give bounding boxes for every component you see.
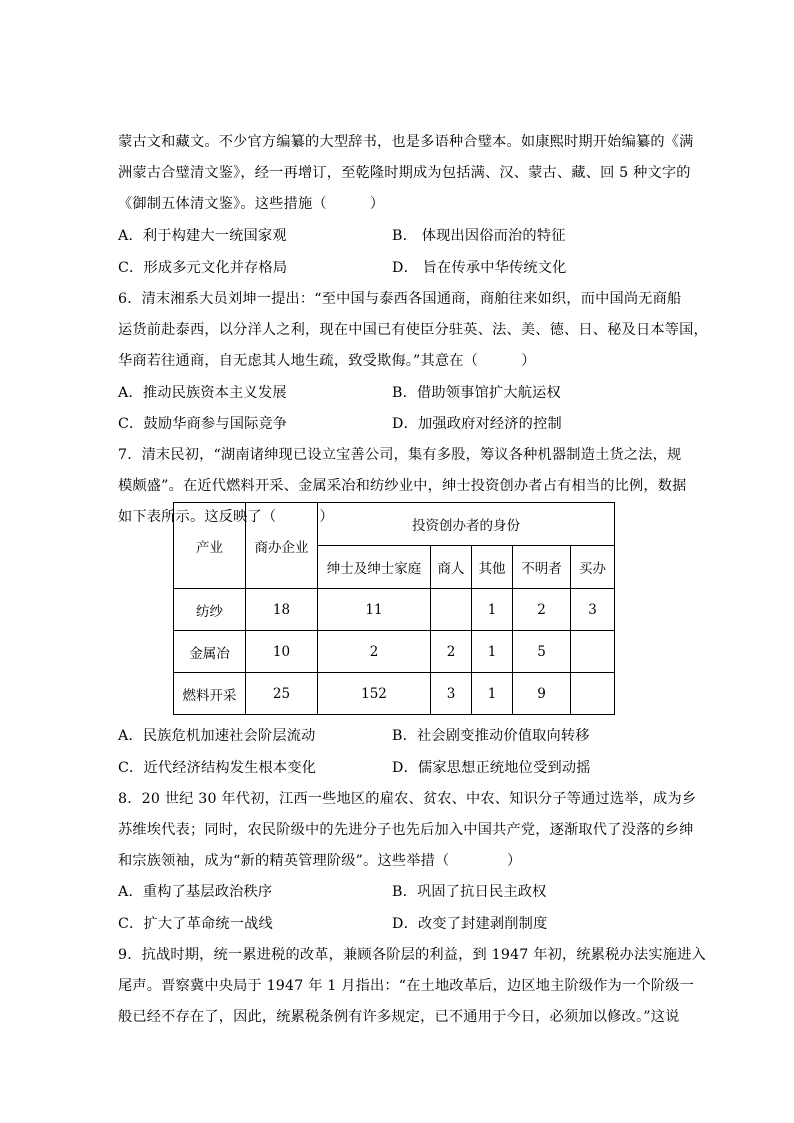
text-line: 《御制五体清文鉴》。这些措施（ ） <box>118 196 385 212</box>
cell-company: 25 <box>246 673 318 715</box>
q6-stem-line: 华商若往通商，自无虑其人地生疏，致受欺侮。”其意在（ ） <box>118 353 536 369</box>
q7-option-a[interactable]: A．民族危机加速社会阶层流动 <box>118 728 316 744</box>
q6-option-c[interactable]: C．鼓励华商参与国际竞争 <box>118 416 288 432</box>
subheader-merchant: 商人 <box>431 546 472 589</box>
q8-option-d[interactable]: D．改变了封建剥削制度 <box>392 916 548 932</box>
cell-comprador <box>571 673 615 715</box>
q9-stem-line: 9．抗战时期，统一累进税的改革，兼顾各阶层的利益，到 1947 年初，统累税办法实施进入 <box>118 947 706 963</box>
cell-company: 10 <box>246 631 318 673</box>
table-row <box>174 589 615 631</box>
cell-unknown: 9 <box>513 673 571 715</box>
cell-merchant <box>431 589 472 631</box>
text-line: 洲蒙古合璧清文鉴》，经一再增订，至乾隆时期成为包括满、汉、蒙古、藏、回 5 种文字的 <box>118 165 691 181</box>
q9-stem-line: 尾声。晋察冀中央局于 1947 年 1 月指出：“在土地改革后，边区地主阶级作为一个阶级一 <box>118 978 694 994</box>
cell-gentry: 2 <box>318 631 431 673</box>
q5-option-b[interactable]: B． 体现出因俗而治的特征 <box>392 228 566 244</box>
q7-stem-line: 模颇盛”。在近代燃料开采、金属采冶和纺纱业中，绅士投资创办者占有相当的比例，数据 <box>118 478 687 494</box>
cell-industry: 金属冶 <box>174 631 246 673</box>
q5-option-c[interactable]: C．形成多元文化并存格局 <box>118 260 288 276</box>
q6-stem-line: 运货前赴泰西，以分洋人之利，现在中国已有使臣分驻英、法、美、德、日、秘及日本等国， <box>118 322 708 338</box>
q8-stem-line: 和宗族领袖，成为“新的精英管理阶级”。这些举措（ ） <box>118 853 522 869</box>
q5-option-a[interactable]: A．利于构建大一统国家观 <box>118 228 287 244</box>
q8-option-b[interactable]: B．巩固了抗日民主政权 <box>392 884 547 900</box>
subheader-unknown: 不明者 <box>513 546 571 589</box>
cell-comprador <box>571 631 615 673</box>
cell-merchant: 3 <box>431 673 472 715</box>
q6-option-a[interactable]: A．推动民族资本主义发展 <box>118 385 287 401</box>
subheader-gentry: 绅士及绅士家庭 <box>318 546 431 589</box>
cell-comprador: 3 <box>571 589 615 631</box>
q6-option-d[interactable]: D．加强政府对经济的控制 <box>392 416 562 432</box>
header-investor-identity: 投资创办者的身份 <box>318 503 615 546</box>
cell-industry: 纺纱 <box>174 589 246 631</box>
cell-gentry: 11 <box>318 589 431 631</box>
cell-unknown: 5 <box>513 631 571 673</box>
header-industry: 产业 <box>174 503 246 589</box>
q8-option-a[interactable]: A．重构了基层政治秩序 <box>118 884 273 900</box>
cell-unknown: 2 <box>513 589 571 631</box>
cell-merchant: 2 <box>431 631 472 673</box>
table-row <box>174 673 615 715</box>
q7-option-c[interactable]: C．近代经济结构发生根本变化 <box>118 760 317 776</box>
q6-stem-line: 6．清末湘系大员刘坤一提出：“至中国与泰西各国通商，商舶往来如织，而中国尚无商船 <box>118 291 682 307</box>
q7-option-b[interactable]: B．社会剧变推动价值取向转移 <box>392 728 590 744</box>
text-line: 蒙古文和藏文。不少官方编纂的大型辞书，也是多语种合璧本。如康熙时期开始编纂的《满 <box>118 134 694 150</box>
investor-table <box>173 502 615 715</box>
q7-option-d[interactable]: D．儒家思想正统地位受到动摇 <box>392 760 591 776</box>
subheader-other: 其他 <box>472 546 513 589</box>
cell-other: 1 <box>472 631 513 673</box>
cell-company: 18 <box>246 589 318 631</box>
q8-option-c[interactable]: C．扩大了革命统一战线 <box>118 916 273 932</box>
q7-stem-line: 如下表所示。这反映了（ ） <box>118 509 334 525</box>
cell-other: 1 <box>472 673 513 715</box>
q8-stem-line: 8．20 世纪 30 年代初，江西一些地区的雇农、贫农、中农、知识分子等通过选举，成为乡 <box>118 791 697 807</box>
q9-stem-line: 般已经不存在了，因此，统累税条例有许多规定，已不通用于今日，必须加以修改。”这说 <box>118 1009 680 1025</box>
q5-option-d[interactable]: D． 旨在传承中华传统文化 <box>392 260 567 276</box>
q8-stem-line: 苏维埃代表；同时，农民阶级中的先进分子也先后加入中国共产党，逐渐取代了没落的乡绅 <box>118 822 694 838</box>
table-row <box>174 631 615 673</box>
q7-stem-line: 7．清末民初，“湖南诸绅现已设立宝善公司，集有多股，筹议各种机器制造土货之法，规 <box>118 447 682 463</box>
q6-option-b[interactable]: B．借助领事馆扩大航运权 <box>392 385 561 401</box>
header-company: 商办企业 <box>246 503 318 589</box>
subheader-comprador: 买办 <box>571 546 615 589</box>
cell-industry: 燃料开采 <box>174 673 246 715</box>
cell-other: 1 <box>472 589 513 631</box>
cell-gentry: 152 <box>318 673 431 715</box>
